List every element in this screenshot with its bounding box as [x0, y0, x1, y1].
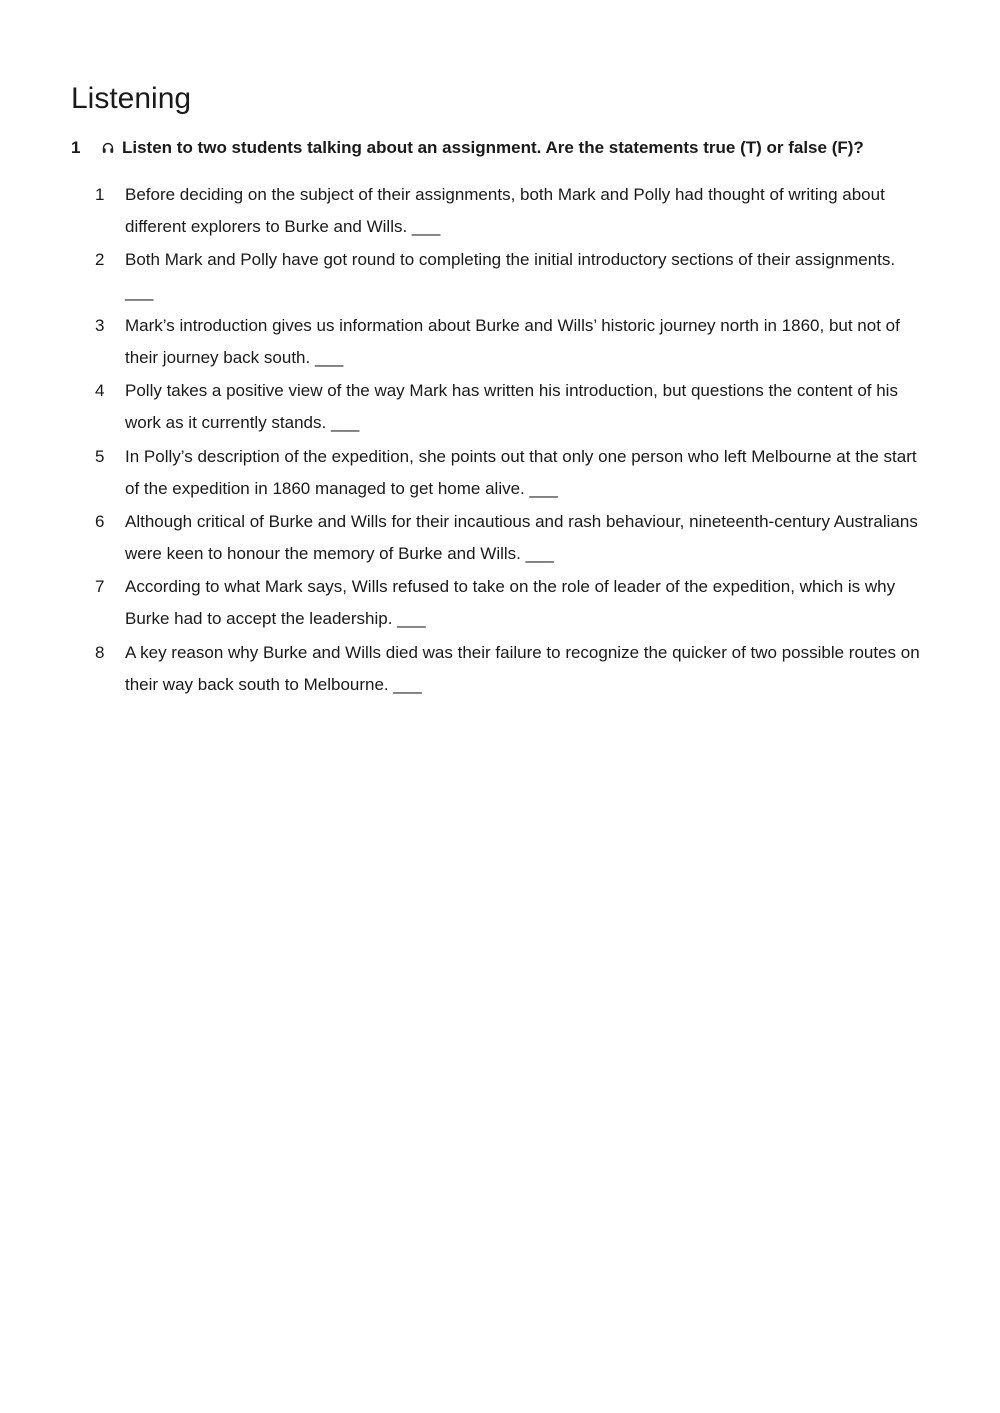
statement-text: Although critical of Burke and Wills for their incautious and rash behaviour, nineteenth-century Australians were keen to honour the memory of Burke and Wills. ___ [125, 511, 918, 563]
statement-number: 8 [95, 642, 105, 662]
statement-text: Mark’s introduction gives us information about Burke and Wills’ historic journey north in 1860, but not of their journey back south. ___ [125, 315, 900, 367]
page-title: Listening [71, 82, 192, 115]
statement-item [0, 375, 1000, 440]
statement-number: 7 [95, 577, 105, 597]
statement-number: 6 [95, 511, 105, 531]
statement-item [0, 637, 1000, 702]
statement-text: According to what Mark says, Wills refused to take on the role of leader of the expedition, which is why Burke had to accept the leadership. ___ [125, 577, 896, 629]
statement-number: 2 [95, 250, 105, 270]
statement-number: 5 [95, 446, 105, 466]
statement-item [0, 441, 1000, 506]
statement-list [0, 179, 1000, 702]
statement-item [0, 310, 1000, 375]
statement-item [0, 571, 1000, 636]
statement-item [0, 179, 1000, 244]
exercise-instruction [102, 137, 902, 158]
statement-item [0, 506, 1000, 571]
statement-text: In Polly’s description of the expedition, she points out that only one person who left Melbourne at the start of the expedition in 1860 managed to get home alive. ___ [125, 446, 917, 498]
statement-text: Polly takes a positive view of the way Mark has written his introduction, but questions the content of his work as it currently stands. ___ [125, 381, 898, 433]
instruction-text: Listen to two students talking about an assignment. Are the statements true (T) or false (F)? [122, 138, 864, 157]
statement-text: Before deciding on the subject of their assignments, both Mark and Polly had thought of writing about different explorers to Burke and Wills. ___ [125, 185, 885, 236]
statement-text: Both Mark and Polly have got round to completing the initial introductory sections of their assignments. ___ [125, 250, 896, 302]
statement-number: 3 [95, 315, 105, 335]
statement-number: 1 [95, 185, 105, 204]
statement-text: A key reason why Burke and Wills died was their failure to recognize the quicker of two possible routes on their way back south to Melbourne. ___ [125, 642, 920, 694]
statement-number: 4 [95, 381, 105, 401]
statement-item [0, 244, 1000, 309]
headphones-icon [102, 142, 114, 154]
exercise-number: 1 [71, 138, 81, 157]
